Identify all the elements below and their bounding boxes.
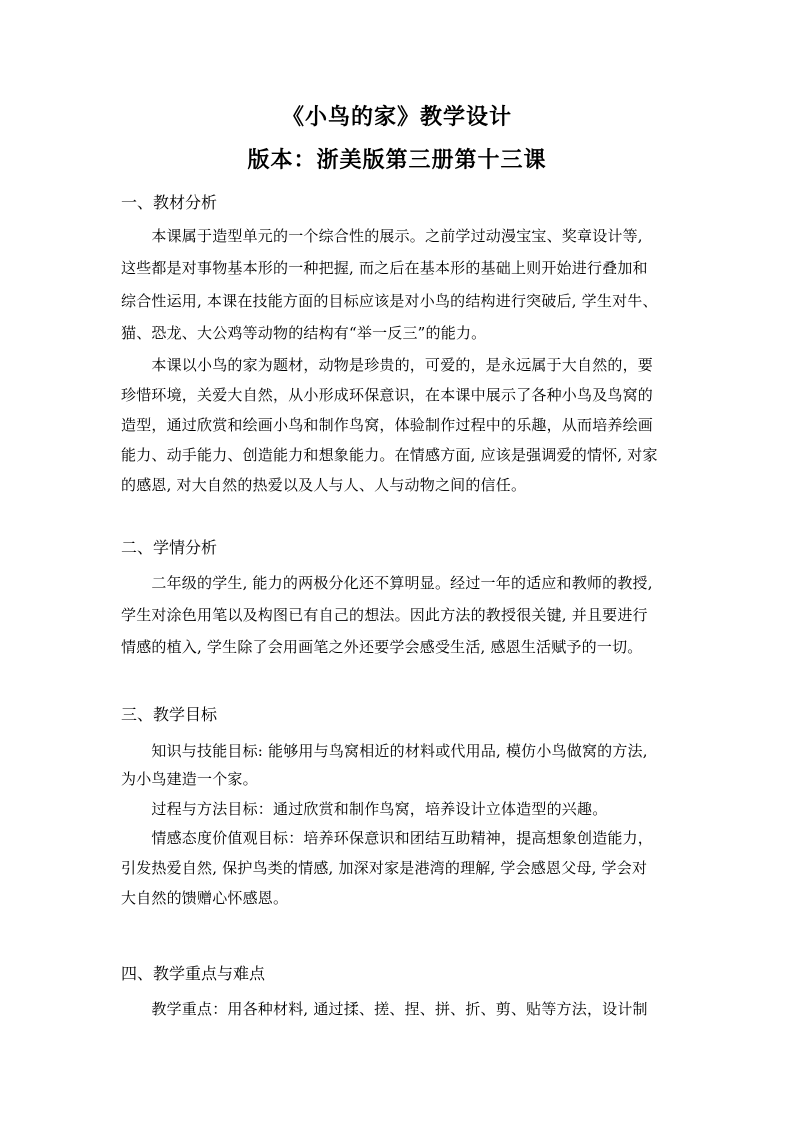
section-3-line: 知识与技能目标: 能够用与鸟窝相近的材料或代用品, 模仿小鸟做窝的方法, xyxy=(121,742,648,760)
section-1-line: 造型，通过欣赏和绘画小鸟和制作鸟窝，体验制作过程中的乐趣，从而培养绘画 xyxy=(121,416,654,434)
section-1-line: 这些都是对事物基本形的一种把握, 而之后在基本形的基础上则开始进行叠加和 xyxy=(121,259,648,277)
section-heading-3: 三、教学目标 xyxy=(121,705,218,724)
section-2-line: 情感的植入, 学生除了会用画笔之外还要学会感受生活, 感恩生活赋予的一切。 xyxy=(121,638,643,656)
section-3-line: 情感态度价值观目标：培养环保意识和团结互助精神，提高想象创造能力， xyxy=(121,829,654,847)
section-1-line: 猫、恐龙、大公鸡等动物的结构有“举一反三”的能力。 xyxy=(121,324,487,342)
section-1-line: 珍惜环境，关爱大自然，从小形成环保意识，在本课中展示了各种小鸟及鸟窝的 xyxy=(121,386,654,404)
section-1-line: 的感恩, 对大自然的热爱以及人与人、人与动物之间的信任。 xyxy=(121,476,527,494)
section-2-line: 学生对涂色用笔以及构图已有自己的想法。因此方法的教授很关键, 并且要进行 xyxy=(121,606,648,624)
section-1-line: 综合性运用, 本课在技能方面的目标应该是对小鸟的结构进行突破后, 学生对牛、 xyxy=(121,292,658,310)
section-1-line: 能力、动手能力、创造能力和想象能力。在情感方面, 应该是强调爱的情怀, 对家 xyxy=(121,446,658,464)
section-heading-2: 二、学情分析 xyxy=(121,538,218,557)
section-1-line: 本课属于造型单元的一个综合性的展示。之前学过动漫宝宝、奖章设计等, xyxy=(121,227,643,245)
section-heading-1: 一、教材分析 xyxy=(121,193,218,212)
section-1-line: 本课以小鸟的家为题材，动物是珍贵的，可爱的，是永远属于大自然的，要 xyxy=(121,356,654,374)
section-3-line: 引发热爱自然, 保护鸟类的情感, 加深对家是港湾的理解, 学会感恩父母, 学会对 xyxy=(121,859,648,877)
section-3-line: 为小鸟建造一个家。 xyxy=(121,770,258,788)
section-4-line: 教学重点：用各种材料, 通过揉、搓、捏、拼、折、剪、贴等方法，设计制 xyxy=(121,1000,648,1018)
section-3-line: 大自然的馈赠心怀感恩。 xyxy=(121,889,289,907)
section-3-line: 过程与方法目标：通过欣赏和制作鸟窝，培养设计立体造型的兴趣。 xyxy=(121,800,608,818)
document-subtitle: 版本：浙美版第三册第十三课 xyxy=(247,147,547,173)
section-2-line: 二年级的学生, 能力的两极分化还不算明显。经过一年的适应和教师的教授, xyxy=(121,574,653,592)
section-heading-4: 四、教学重点与难点 xyxy=(121,964,266,983)
document-title: 《小鸟的家》教学设计 xyxy=(281,104,512,130)
